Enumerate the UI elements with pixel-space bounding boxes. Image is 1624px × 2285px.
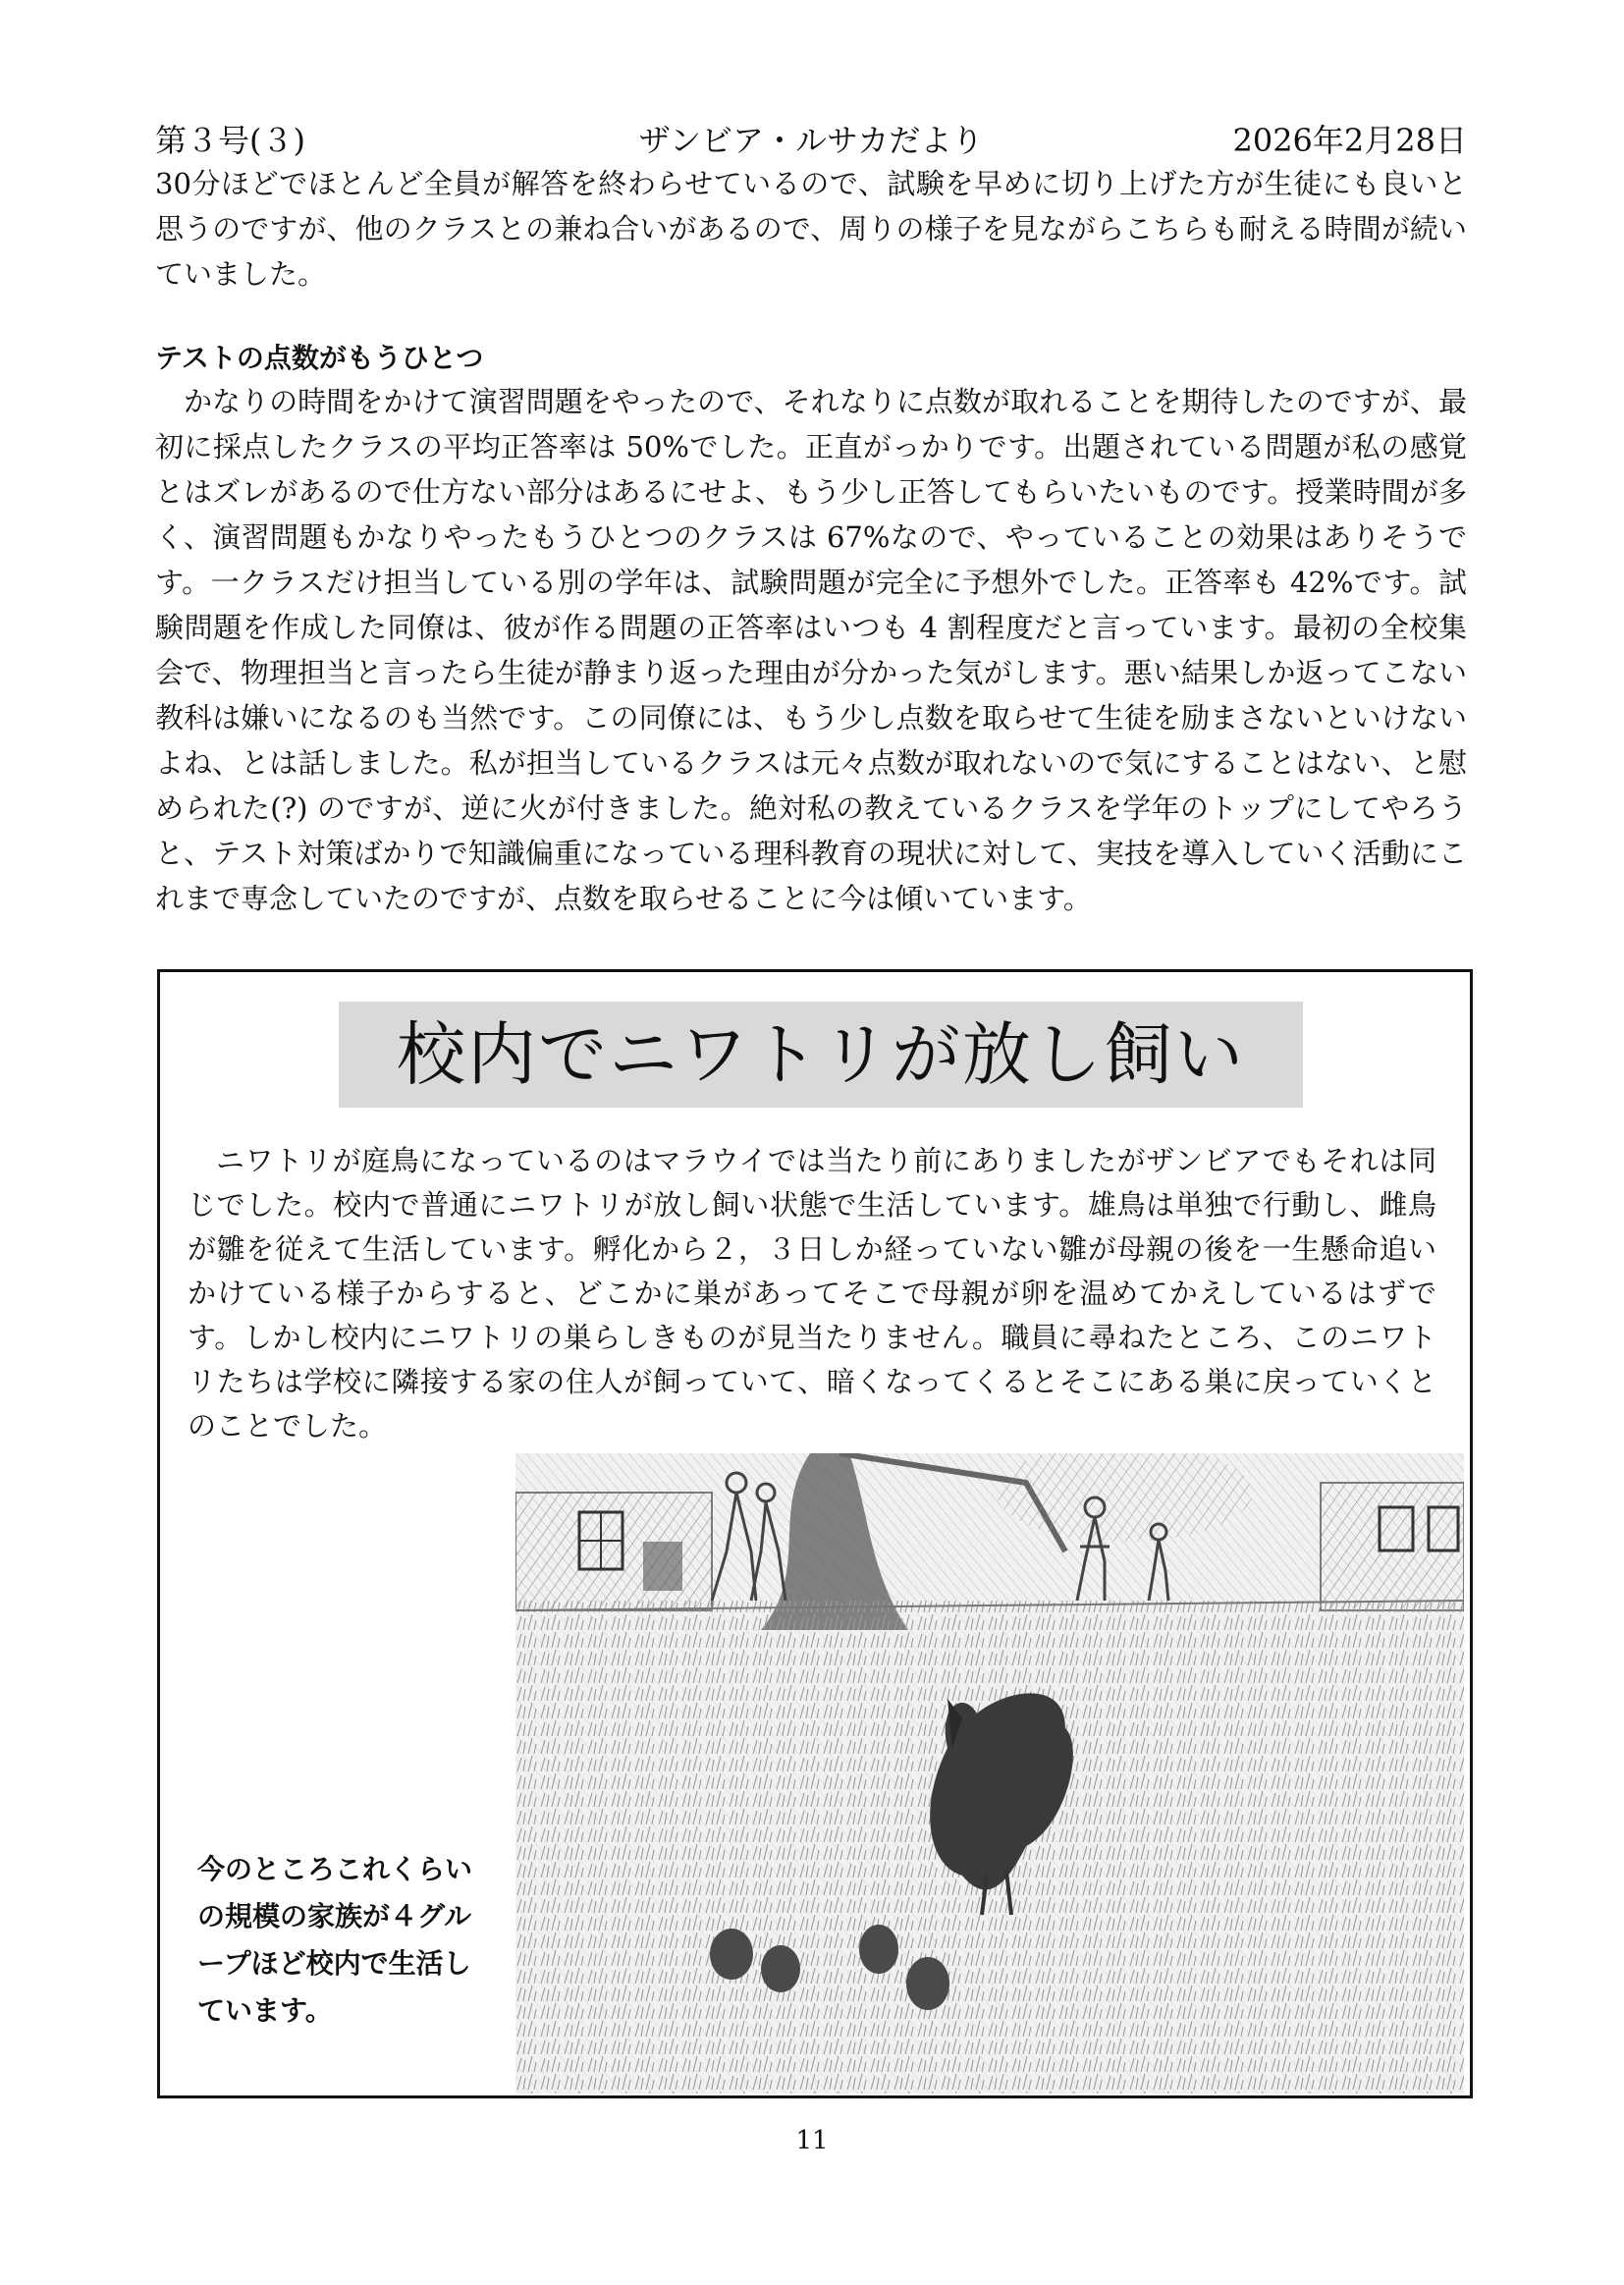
sketch-caption: 今のところこれくらいの規模の家族が４グループほど校内で生活しています。 (197, 1853, 473, 2027)
intro-paragraph: 30分ほどでほとんど全員が解答を終わらせているので、試験を早めに切り上げた方が生徒にも良いと思うのですが、他のクラスとの兼ね合いがあるので、周りの様子を見ながらこちらも耐える時間が続いていました。 (155, 167, 1467, 291)
feature-box (157, 969, 1473, 2098)
section-body: かなりの時間をかけて演習問題をやったので、それなりに点数が取れることを期待したのですが、最初に採点したクラスの平均正答率は 50%でした。正直がっかりです。出題されている問題が私の感覚とはズレがあるので仕方ない部分はあるにせよ、もう少し正答してもらいたいものです。授業時間が多く、演習問題もかなりやったもうひとつのクラスは 67%なので、やっていることの効果はありそうです。一クラスだけ担当している別の学年は、試験問題が完全に予想外でした。正答率も 42%です。試験問題を作成した同僚は、彼が作る問題の正答率はいつも 4 割程度だと言っています。最初の全校集会で、物理担当と言ったら生徒が静まり返った理由が分かった気がします。悪い結果しか返ってこない教科は嫌いになるのも当然です。この同僚には、もう少し点数を取らせて生徒を励まさないといけないよね、とは話しました。私が担当しているクラスは元々点数が取れないので気にすることはない、と慰められた(?) のですが、逆に火が付きました。絶対私の教えているクラスを学年のトップにしてやろうと、テスト対策ばかりで知識偏重になっている理科教育の現状に対して、実技を導入していく活動にこれまで専念していたのですが、点数を取らせることに今は傾いています。 (155, 385, 1467, 915)
feature-title: 校内でニワトリが放し飼い (339, 1002, 1303, 1108)
page-number: 11 (795, 2126, 829, 2155)
feature-body: ニワトリが庭鳥になっているのはマラウイでは当たり前にありましたがザンビアでもそれは同じでした。校内で普通にニワトリが放し飼い状態で生活しています。雄鳥は単独で行動し、雌鳥が雛を従えて生活しています。孵化から２，３日しか経っていない雛が母親の後を一生懸命追いかけている様子からすると、どこかに巣があってそこで母親が卵を温めてかえしているはずです。しかし校内にニワトリの巣らしきものが見当たりません。職員に尋ねたところ、このニワトリたちは学校に隣接する家の住人が飼っていて、暗くなってくるとそこにある巣に戻っていくとのことでした。 (188, 1144, 1436, 1442)
chicken-sketch-illustration (515, 1453, 1464, 2094)
newsletter-title: ザンビア・ルサカだより (638, 122, 984, 159)
issue-number: 第３号(３) (155, 122, 305, 159)
issue-date: 2026年2月28日 (1232, 122, 1467, 159)
section-heading: テストの点数がもうひとつ (155, 342, 484, 374)
page-header (155, 116, 1467, 165)
